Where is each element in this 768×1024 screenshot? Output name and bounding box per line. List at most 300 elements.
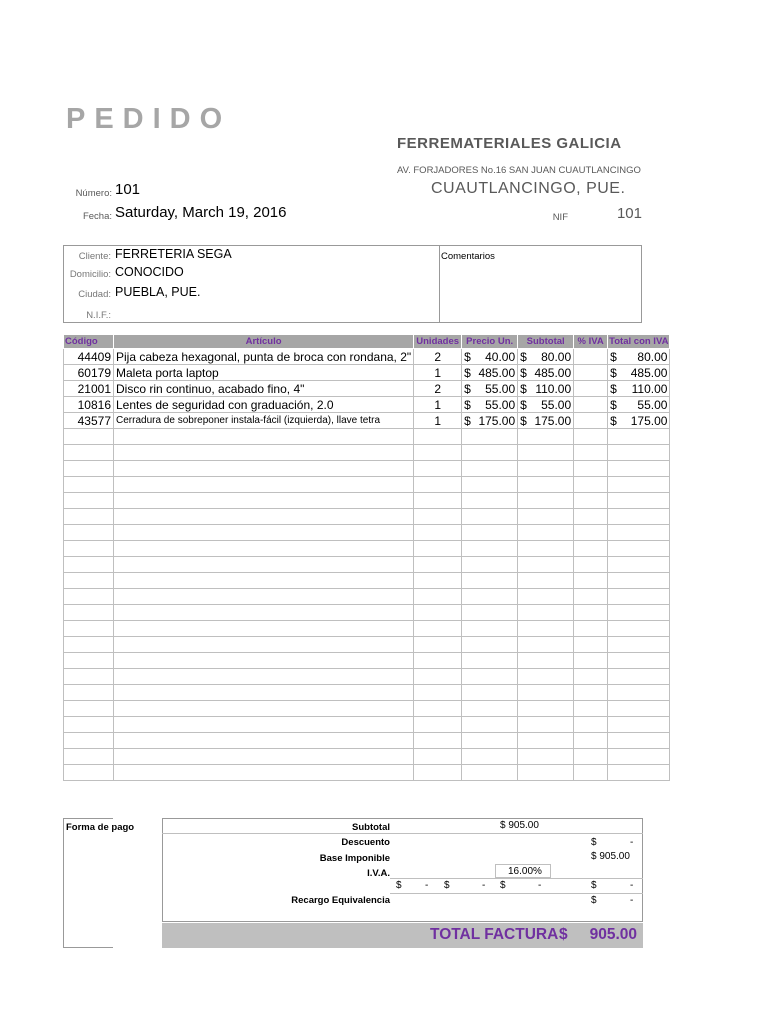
precio-amount: 55.00 xyxy=(485,397,516,412)
empty-cell xyxy=(574,621,608,637)
subtotal-amount: 175.00 xyxy=(534,413,572,428)
empty-cell xyxy=(608,509,670,525)
table-row xyxy=(64,637,670,653)
empty-cell xyxy=(462,669,518,685)
col-header-unidades: Unidades xyxy=(414,335,462,349)
table-row xyxy=(64,461,670,477)
base-label: Base Imponible xyxy=(319,853,390,864)
precio-amount: 175.00 xyxy=(478,413,516,428)
iva-currency-3: $ xyxy=(500,880,506,891)
empty-cell xyxy=(414,653,462,669)
empty-cell xyxy=(414,701,462,717)
company-name: FERREMATERIALES GALICIA xyxy=(397,135,622,152)
empty-cell xyxy=(114,477,414,493)
empty-cell xyxy=(114,701,414,717)
empty-cell xyxy=(462,461,518,477)
empty-cell xyxy=(608,493,670,509)
total-value: 905.00 xyxy=(589,926,637,943)
empty-cell xyxy=(608,541,670,557)
descuento-currency: $ xyxy=(591,837,597,848)
empty-cell xyxy=(574,509,608,525)
table-row xyxy=(64,429,670,445)
empty-cell xyxy=(574,525,608,541)
empty-cell xyxy=(518,589,574,605)
empty-cell xyxy=(414,429,462,445)
empty-cell xyxy=(114,669,414,685)
empty-cell xyxy=(414,573,462,589)
iva-value-1: - xyxy=(425,880,429,891)
empty-cell xyxy=(608,445,670,461)
empty-cell xyxy=(414,461,462,477)
empty-cell xyxy=(414,589,462,605)
cell-codigo: 10816 xyxy=(64,397,114,413)
cell-unidades: 1 xyxy=(414,365,462,381)
cell-codigo: 43577 xyxy=(64,413,114,429)
col-header-codigo: Código xyxy=(64,335,114,349)
total-amount: 55.00 xyxy=(637,397,668,412)
descuento-label: Descuento xyxy=(341,837,390,848)
empty-cell xyxy=(518,733,574,749)
table-row xyxy=(64,621,670,637)
iva-label: I.V.A. xyxy=(367,868,390,879)
empty-cell xyxy=(414,669,462,685)
cell-precio xyxy=(462,365,518,381)
empty-cell xyxy=(64,461,114,477)
empty-cell xyxy=(518,557,574,573)
empty-cell xyxy=(574,493,608,509)
cell-iva xyxy=(574,381,608,397)
table-row xyxy=(64,413,670,429)
document-title: PEDIDO xyxy=(66,103,232,135)
table-row xyxy=(64,381,670,397)
summary-divider xyxy=(162,833,643,834)
empty-cell xyxy=(64,717,114,733)
empty-cell xyxy=(462,445,518,461)
forma-pago-box xyxy=(63,818,113,948)
empty-cell xyxy=(462,653,518,669)
empty-cell xyxy=(64,541,114,557)
precio-amount: 485.00 xyxy=(478,365,516,380)
empty-cell xyxy=(114,445,414,461)
empty-cell xyxy=(574,653,608,669)
cell-articulo: Lentes de seguridad con graduación, 2.0 xyxy=(114,397,414,413)
empty-cell xyxy=(64,621,114,637)
empty-cell xyxy=(462,685,518,701)
subtotal-value: $ 905.00 xyxy=(500,820,539,831)
total-label: TOTAL FACTURA xyxy=(430,926,559,943)
precio-currency: $ xyxy=(464,397,471,412)
empty-cell xyxy=(574,637,608,653)
cliente-label: Cliente: xyxy=(78,251,111,262)
subtotal-currency: $ xyxy=(520,397,527,412)
empty-cell xyxy=(64,685,114,701)
recargo-label: Recargo Equivalencia xyxy=(291,895,390,906)
table-row xyxy=(64,605,670,621)
empty-cell xyxy=(608,669,670,685)
iva-rate: 16.00% xyxy=(508,866,542,877)
empty-cell xyxy=(574,605,608,621)
cell-subtotal xyxy=(518,365,574,381)
empty-cell xyxy=(608,557,670,573)
precio-currency: $ xyxy=(464,413,471,428)
empty-cell xyxy=(608,765,670,781)
client-divider xyxy=(439,245,440,323)
nif-value: 101 xyxy=(616,205,642,222)
empty-cell xyxy=(414,557,462,573)
empty-cell xyxy=(608,701,670,717)
empty-cell xyxy=(414,749,462,765)
empty-cell xyxy=(574,701,608,717)
table-header-row xyxy=(64,335,670,349)
subtotal-currency: $ xyxy=(520,349,527,364)
cell-codigo: 21001 xyxy=(64,381,114,397)
col-header-articulo: Artículo xyxy=(114,335,414,349)
total-currency: $ xyxy=(610,397,617,412)
empty-cell xyxy=(574,685,608,701)
summary-divider xyxy=(390,893,643,894)
cell-subtotal xyxy=(518,397,574,413)
empty-cell xyxy=(414,637,462,653)
empty-cell xyxy=(608,477,670,493)
empty-cell xyxy=(462,525,518,541)
empty-cell xyxy=(414,509,462,525)
table-row xyxy=(64,717,670,733)
empty-cell xyxy=(574,765,608,781)
empty-cell xyxy=(64,445,114,461)
empty-cell xyxy=(574,589,608,605)
empty-cell xyxy=(114,733,414,749)
empty-cell xyxy=(518,573,574,589)
empty-cell xyxy=(518,637,574,653)
empty-cell xyxy=(414,717,462,733)
empty-cell xyxy=(462,557,518,573)
subtotal-amount: 80.00 xyxy=(541,349,572,364)
empty-cell xyxy=(114,573,414,589)
empty-cell xyxy=(518,541,574,557)
total-amount: 485.00 xyxy=(630,365,668,380)
base-value: $ 905.00 xyxy=(591,851,630,862)
subtotal-currency: $ xyxy=(520,365,527,380)
empty-cell xyxy=(114,541,414,557)
empty-cell xyxy=(114,509,414,525)
empty-cell xyxy=(64,429,114,445)
empty-cell xyxy=(462,589,518,605)
empty-cell xyxy=(574,669,608,685)
total-currency: $ xyxy=(610,349,617,364)
table-row xyxy=(64,573,670,589)
iva-value-2: - xyxy=(482,880,486,891)
empty-cell xyxy=(574,541,608,557)
table-row xyxy=(64,445,670,461)
table-row xyxy=(64,765,670,781)
table-row xyxy=(64,349,670,365)
iva-currency-total: $ xyxy=(591,880,597,891)
cell-articulo: Pija cabeza hexagonal, punta de broca con rondana, 2" xyxy=(114,349,414,365)
empty-cell xyxy=(574,461,608,477)
ciudad-value: PUEBLA, PUE. xyxy=(115,285,201,299)
iva-value-total: - xyxy=(630,880,634,891)
comentarios-label: Comentarios xyxy=(441,251,495,262)
cell-iva xyxy=(574,365,608,381)
cell-iva xyxy=(574,397,608,413)
total-currency: $ xyxy=(610,413,617,428)
cell-precio xyxy=(462,397,518,413)
empty-cell xyxy=(64,733,114,749)
fecha-value: Saturday, March 19, 2016 xyxy=(115,204,287,221)
table-row xyxy=(64,749,670,765)
empty-cell xyxy=(518,701,574,717)
total-currency: $ xyxy=(610,381,617,396)
empty-cell xyxy=(114,589,414,605)
empty-cell xyxy=(64,573,114,589)
empty-cell xyxy=(518,749,574,765)
forma-pago-label: Forma de pago xyxy=(66,822,135,833)
col-header-precio: Precio Un. xyxy=(462,335,518,349)
table-row xyxy=(64,541,670,557)
precio-amount: 55.00 xyxy=(485,381,516,396)
table-row xyxy=(64,557,670,573)
empty-cell xyxy=(608,637,670,653)
empty-cell xyxy=(518,461,574,477)
empty-cell xyxy=(64,589,114,605)
cell-articulo: Cerradura de sobreponer instala-fácil (izquierda), llave tetra xyxy=(114,413,414,429)
empty-cell xyxy=(574,749,608,765)
total-currency: $ xyxy=(559,926,568,943)
empty-cell xyxy=(64,525,114,541)
nif-label: NIF xyxy=(552,212,568,223)
cell-unidades: 1 xyxy=(414,413,462,429)
table-row xyxy=(64,397,670,413)
empty-cell xyxy=(574,573,608,589)
empty-cell xyxy=(114,557,414,573)
empty-cell xyxy=(518,477,574,493)
cell-iva xyxy=(574,349,608,365)
precio-currency: $ xyxy=(464,365,471,380)
recargo-currency: $ xyxy=(591,895,597,906)
empty-cell xyxy=(414,765,462,781)
col-header-total: Total con IVA xyxy=(609,336,669,347)
total-amount: 110.00 xyxy=(631,381,668,396)
precio-amount: 40.00 xyxy=(485,349,516,364)
empty-cell xyxy=(414,605,462,621)
cell-total xyxy=(608,397,670,413)
empty-cell xyxy=(608,605,670,621)
empty-cell xyxy=(574,717,608,733)
empty-cell xyxy=(64,637,114,653)
total-amount: 175.00 xyxy=(630,413,668,428)
cell-subtotal xyxy=(518,381,574,397)
cell-total xyxy=(608,413,670,429)
cell-codigo: 44409 xyxy=(64,349,114,365)
empty-cell xyxy=(518,429,574,445)
numero-value: 101 xyxy=(115,181,141,198)
empty-cell xyxy=(114,429,414,445)
empty-cell xyxy=(518,653,574,669)
ciudad-label: Ciudad: xyxy=(78,289,111,300)
table-row xyxy=(64,477,670,493)
cell-codigo: 60179 xyxy=(64,365,114,381)
cell-total xyxy=(608,349,670,365)
subtotal-amount: 110.00 xyxy=(535,381,572,396)
subtotal-currency: $ xyxy=(520,381,527,396)
empty-cell xyxy=(608,573,670,589)
empty-cell xyxy=(114,461,414,477)
summary-divider xyxy=(390,878,643,879)
cell-precio xyxy=(462,413,518,429)
empty-cell xyxy=(64,669,114,685)
empty-cell xyxy=(518,493,574,509)
numero-label: Número: xyxy=(75,188,112,199)
empty-cell xyxy=(114,525,414,541)
precio-currency: $ xyxy=(464,381,471,396)
empty-cell xyxy=(518,717,574,733)
empty-cell xyxy=(64,749,114,765)
empty-cell xyxy=(414,525,462,541)
table-row xyxy=(64,525,670,541)
cell-total xyxy=(608,381,670,397)
cell-subtotal xyxy=(518,349,574,365)
nif-client-label: N.I.F.: xyxy=(86,310,111,321)
empty-cell xyxy=(414,621,462,637)
empty-cell xyxy=(518,605,574,621)
empty-cell xyxy=(414,477,462,493)
table-row xyxy=(64,685,670,701)
empty-cell xyxy=(574,445,608,461)
empty-cell xyxy=(114,685,414,701)
empty-cell xyxy=(462,573,518,589)
empty-cell xyxy=(414,445,462,461)
empty-cell xyxy=(608,589,670,605)
cell-subtotal xyxy=(518,413,574,429)
empty-cell xyxy=(462,621,518,637)
empty-cell xyxy=(518,685,574,701)
domicilio-label: Domicilio: xyxy=(69,269,111,280)
subtotal-currency: $ xyxy=(520,413,527,428)
cell-iva xyxy=(574,413,608,429)
empty-cell xyxy=(518,765,574,781)
empty-cell xyxy=(114,621,414,637)
cell-precio xyxy=(462,381,518,397)
empty-cell xyxy=(64,509,114,525)
cell-total xyxy=(608,365,670,381)
table-row xyxy=(64,653,670,669)
empty-cell xyxy=(114,717,414,733)
empty-cell xyxy=(574,557,608,573)
empty-cell xyxy=(462,701,518,717)
cell-articulo: Maleta porta laptop xyxy=(114,365,414,381)
empty-cell xyxy=(64,765,114,781)
empty-cell xyxy=(462,765,518,781)
empty-cell xyxy=(64,701,114,717)
precio-currency: $ xyxy=(464,349,471,364)
cliente-value: FERRETERIA SEGA xyxy=(115,247,232,261)
subtotal-amount: 485.00 xyxy=(534,365,572,380)
domicilio-value: CONOCIDO xyxy=(115,265,184,279)
table-row xyxy=(64,669,670,685)
descuento-value: - xyxy=(630,837,634,848)
items-table xyxy=(63,334,670,781)
empty-cell xyxy=(608,685,670,701)
subtotal-amount: 55.00 xyxy=(541,397,572,412)
total-amount: 80.00 xyxy=(637,349,668,364)
empty-cell xyxy=(64,605,114,621)
fecha-label: Fecha: xyxy=(82,211,112,222)
empty-cell xyxy=(462,749,518,765)
empty-cell xyxy=(518,669,574,685)
empty-cell xyxy=(608,733,670,749)
subtotal-label: Subtotal xyxy=(352,822,390,833)
empty-cell xyxy=(608,717,670,733)
empty-cell xyxy=(414,733,462,749)
table-row xyxy=(64,733,670,749)
empty-cell xyxy=(414,493,462,509)
empty-cell xyxy=(574,429,608,445)
table-row xyxy=(64,365,670,381)
empty-cell xyxy=(462,477,518,493)
empty-cell xyxy=(462,493,518,509)
empty-cell xyxy=(414,541,462,557)
empty-cell xyxy=(518,525,574,541)
recargo-value: - xyxy=(630,895,634,906)
cell-unidades: 2 xyxy=(414,349,462,365)
company-address: AV. FORJADORES No.16 SAN JUAN CUAUTLANCINGO xyxy=(397,165,641,176)
empty-cell xyxy=(608,525,670,541)
empty-cell xyxy=(608,653,670,669)
empty-cell xyxy=(114,605,414,621)
empty-cell xyxy=(64,653,114,669)
empty-cell xyxy=(114,749,414,765)
empty-cell xyxy=(574,477,608,493)
empty-cell xyxy=(414,685,462,701)
empty-cell xyxy=(114,765,414,781)
empty-cell xyxy=(608,621,670,637)
empty-cell xyxy=(462,429,518,445)
table-row xyxy=(64,589,670,605)
col-header-subtotal: Subtotal xyxy=(518,335,574,349)
empty-cell xyxy=(462,605,518,621)
empty-cell xyxy=(64,557,114,573)
col-header-iva: % IVA xyxy=(574,335,608,349)
cell-unidades: 2 xyxy=(414,381,462,397)
empty-cell xyxy=(462,509,518,525)
table-row xyxy=(64,701,670,717)
empty-cell xyxy=(64,477,114,493)
iva-currency-1: $ xyxy=(396,880,402,891)
empty-cell xyxy=(114,653,414,669)
empty-cell xyxy=(462,733,518,749)
cell-unidades: 1 xyxy=(414,397,462,413)
empty-cell xyxy=(518,445,574,461)
empty-cell xyxy=(574,733,608,749)
empty-cell xyxy=(462,637,518,653)
total-bar xyxy=(162,923,643,948)
iva-currency-2: $ xyxy=(444,880,450,891)
cell-precio xyxy=(462,349,518,365)
empty-cell xyxy=(518,621,574,637)
empty-cell xyxy=(114,493,414,509)
empty-cell xyxy=(114,637,414,653)
empty-cell xyxy=(64,493,114,509)
empty-cell xyxy=(608,461,670,477)
company-city: CUAUTLANCINGO, PUE. xyxy=(431,180,626,197)
empty-cell xyxy=(608,749,670,765)
cell-articulo: Disco rin continuo, acabado fino, 4" xyxy=(114,381,414,397)
table-row xyxy=(64,493,670,509)
empty-cell xyxy=(462,541,518,557)
iva-value-3: - xyxy=(538,880,542,891)
table-row xyxy=(64,509,670,525)
total-currency: $ xyxy=(610,365,617,380)
